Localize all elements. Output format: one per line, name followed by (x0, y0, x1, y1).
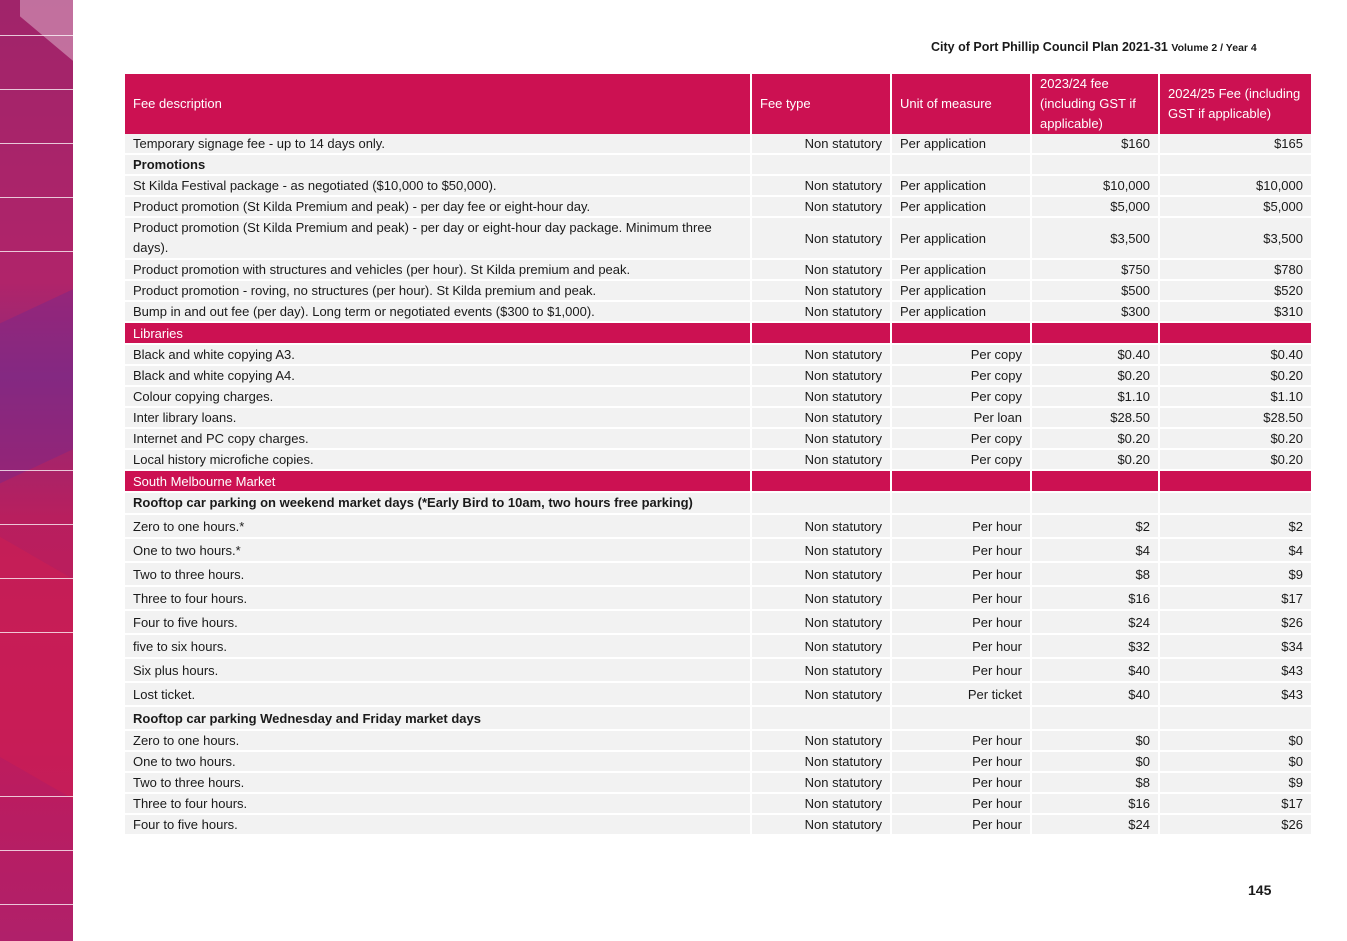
sidebar-divider (0, 524, 73, 525)
table-row (125, 280, 1311, 301)
fee-2023-24-cell: $300 (1031, 301, 1159, 322)
sidebar-divider (0, 470, 73, 471)
fee-2024-25-cell: $17 (1159, 793, 1311, 814)
unit-of-measure-cell: Per copy (891, 365, 1031, 386)
sidebar-divider (0, 632, 73, 633)
fee-description-cell: Product promotion (St Kilda Premium and peak) - per day or eight-hour day package. Minimum three days). (125, 217, 751, 259)
fee-2024-25-cell: $0.20 (1159, 449, 1311, 470)
fee-type-cell: Non statutory (751, 449, 891, 470)
fee-2024-25-cell: $0 (1159, 730, 1311, 751)
fee-2024-25-cell: $28.50 (1159, 407, 1311, 428)
empty-cell (751, 492, 891, 514)
fee-2023-24-cell: $16 (1031, 586, 1159, 610)
table-row (125, 301, 1311, 322)
fee-type-cell: Non statutory (751, 407, 891, 428)
fee-description-cell: Black and white copying A3. (125, 344, 751, 365)
subheading: Rooftop car parking Wednesday and Friday market days (125, 706, 751, 730)
table-row (125, 386, 1311, 407)
fee-description-cell: Three to four hours. (125, 793, 751, 814)
fee-2023-24-cell: $16 (1031, 793, 1159, 814)
unit-of-measure-cell: Per hour (891, 793, 1031, 814)
empty-cell (751, 706, 891, 730)
fee-type-cell: Non statutory (751, 386, 891, 407)
unit-of-measure-cell: Per hour (891, 772, 1031, 793)
page-number: 145 (1248, 882, 1272, 898)
unit-of-measure-cell: Per application (891, 196, 1031, 217)
fee-2024-25-cell: $2 (1159, 514, 1311, 538)
decorative-sidebar (0, 0, 73, 941)
fee-2024-25-cell: $0.20 (1159, 428, 1311, 449)
fee-2024-25-cell: $5,000 (1159, 196, 1311, 217)
empty-cell (1031, 322, 1159, 344)
fee-type-cell: Non statutory (751, 730, 891, 751)
table-row (125, 586, 1311, 610)
fee-type-cell: Non statutory (751, 365, 891, 386)
unit-of-measure-cell: Per ticket (891, 682, 1031, 706)
fee-2024-25-cell: $34 (1159, 634, 1311, 658)
subheading: Promotions (125, 154, 751, 175)
unit-of-measure-cell: Per copy (891, 386, 1031, 407)
fee-2024-25-cell: $43 (1159, 658, 1311, 682)
fee-2023-24-cell: $0 (1031, 730, 1159, 751)
sidebar-divider (0, 35, 73, 36)
unit-of-measure-cell: Per copy (891, 344, 1031, 365)
table-row (125, 751, 1311, 772)
table-row (125, 793, 1311, 814)
fee-description-cell: Black and white copying A4. (125, 365, 751, 386)
fee-type-cell: Non statutory (751, 586, 891, 610)
fee-2023-24-cell: $8 (1031, 562, 1159, 586)
fee-2024-25-cell: $310 (1159, 301, 1311, 322)
table-row (125, 610, 1311, 634)
empty-cell (1031, 470, 1159, 492)
fee-description-cell: Two to three hours. (125, 562, 751, 586)
fee-type-cell: Non statutory (751, 259, 891, 280)
column-header-fee-type: Fee type (751, 74, 891, 134)
sidebar-divider (0, 89, 73, 90)
unit-of-measure-cell: Per hour (891, 514, 1031, 538)
document-header (931, 40, 1257, 54)
table-row (125, 259, 1311, 280)
fee-description-cell: Internet and PC copy charges. (125, 428, 751, 449)
fee-2023-24-cell: $750 (1031, 259, 1159, 280)
sidebar-facet (0, 272, 73, 488)
fee-type-cell: Non statutory (751, 562, 891, 586)
unit-of-measure-cell: Per application (891, 301, 1031, 322)
unit-of-measure-cell: Per hour (891, 610, 1031, 634)
fee-2023-24-cell: $32 (1031, 634, 1159, 658)
empty-cell (1031, 706, 1159, 730)
table-row (125, 514, 1311, 538)
fee-2023-24-cell: $5,000 (1031, 196, 1159, 217)
fee-2024-25-cell: $1.10 (1159, 386, 1311, 407)
fee-2024-25-cell: $26 (1159, 814, 1311, 835)
sidebar-facet (20, 0, 73, 84)
fee-2023-24-cell: $500 (1031, 280, 1159, 301)
section-heading-row (125, 322, 1311, 344)
fee-type-cell: Non statutory (751, 175, 891, 196)
fee-description-cell: Zero to one hours. (125, 730, 751, 751)
table-row (125, 175, 1311, 196)
section-heading-row (125, 470, 1311, 492)
fee-type-cell: Non statutory (751, 814, 891, 835)
unit-of-measure-cell: Per application (891, 217, 1031, 259)
sidebar-divider (0, 578, 73, 579)
fee-2024-25-cell: $165 (1159, 134, 1311, 154)
fee-description-cell: five to six hours. (125, 634, 751, 658)
fee-description-cell: Six plus hours. (125, 658, 751, 682)
table-row (125, 449, 1311, 470)
empty-cell (1159, 322, 1311, 344)
fee-type-cell: Non statutory (751, 344, 891, 365)
fee-type-cell: Non statutory (751, 301, 891, 322)
sidebar-facet (0, 537, 73, 803)
fee-description-cell: Inter library loans. (125, 407, 751, 428)
table-header-row (125, 74, 1311, 134)
fee-2024-25-cell: $9 (1159, 562, 1311, 586)
empty-cell (751, 470, 891, 492)
table-row (125, 772, 1311, 793)
unit-of-measure-cell: Per application (891, 134, 1031, 154)
table-row (125, 682, 1311, 706)
unit-of-measure-cell: Per application (891, 175, 1031, 196)
empty-cell (1159, 492, 1311, 514)
fee-2024-25-cell: $9 (1159, 772, 1311, 793)
fee-2023-24-cell: $1.10 (1031, 386, 1159, 407)
fee-type-cell: Non statutory (751, 196, 891, 217)
fee-description-cell: Product promotion with structures and vehicles (per hour). St Kilda premium and peak. (125, 259, 751, 280)
fee-description-cell: Lost ticket. (125, 682, 751, 706)
fee-2023-24-cell: $28.50 (1031, 407, 1159, 428)
section-heading: South Melbourne Market (125, 470, 751, 492)
empty-cell (891, 154, 1031, 175)
column-header-fee-2024-25: 2024/25 Fee (including GST if applicable) (1159, 74, 1311, 134)
fee-type-cell: Non statutory (751, 658, 891, 682)
fee-type-cell: Non statutory (751, 634, 891, 658)
sidebar-divider (0, 796, 73, 797)
fee-2024-25-cell: $26 (1159, 610, 1311, 634)
table-row (125, 217, 1311, 259)
fee-2023-24-cell: $4 (1031, 538, 1159, 562)
subheading: Rooftop car parking on weekend market days (*Early Bird to 10am, two hours free parking) (125, 492, 751, 514)
empty-cell (1159, 470, 1311, 492)
empty-cell (891, 706, 1031, 730)
table-row (125, 428, 1311, 449)
fee-type-cell: Non statutory (751, 610, 891, 634)
document-title: City of Port Phillip Council Plan 2021-31 (931, 40, 1168, 54)
fee-2023-24-cell: $0.20 (1031, 449, 1159, 470)
subheading-row (125, 492, 1311, 514)
fee-2024-25-cell: $3,500 (1159, 217, 1311, 259)
fee-description-cell: St Kilda Festival package - as negotiated ($10,000 to $50,000). (125, 175, 751, 196)
table-row (125, 344, 1311, 365)
fee-description-cell: Four to five hours. (125, 610, 751, 634)
table-row (125, 730, 1311, 751)
fee-type-cell: Non statutory (751, 682, 891, 706)
fee-description-cell: Local history microfiche copies. (125, 449, 751, 470)
fee-type-cell: Non statutory (751, 428, 891, 449)
column-header-fee-description: Fee description (125, 74, 751, 134)
fee-description-cell: Product promotion - roving, no structures (per hour). St Kilda premium and peak. (125, 280, 751, 301)
unit-of-measure-cell: Per hour (891, 562, 1031, 586)
sidebar-divider (0, 904, 73, 905)
table-row (125, 658, 1311, 682)
table-row (125, 562, 1311, 586)
fee-2024-25-cell: $4 (1159, 538, 1311, 562)
fee-type-cell: Non statutory (751, 793, 891, 814)
empty-cell (1031, 154, 1159, 175)
fee-2024-25-cell: $17 (1159, 586, 1311, 610)
fee-2024-25-cell: $0.20 (1159, 365, 1311, 386)
fee-2024-25-cell: $10,000 (1159, 175, 1311, 196)
empty-cell (1159, 706, 1311, 730)
unit-of-measure-cell: Per hour (891, 634, 1031, 658)
column-header-fee-2023-24: 2023/24 fee (including GST if applicable) (1031, 74, 1159, 134)
unit-of-measure-cell: Per application (891, 280, 1031, 301)
unit-of-measure-cell: Per loan (891, 407, 1031, 428)
fee-2023-24-cell: $0.40 (1031, 344, 1159, 365)
fee-description-cell: Bump in and out fee (per day). Long term or negotiated events ($300 to $1,000). (125, 301, 751, 322)
fee-type-cell: Non statutory (751, 514, 891, 538)
fee-description-cell: Three to four hours. (125, 586, 751, 610)
unit-of-measure-cell: Per hour (891, 751, 1031, 772)
column-header-unit-of-measure: Unit of measure (891, 74, 1031, 134)
fee-type-cell: Non statutory (751, 280, 891, 301)
table-row (125, 634, 1311, 658)
unit-of-measure-cell: Per application (891, 259, 1031, 280)
empty-cell (751, 322, 891, 344)
fee-type-cell: Non statutory (751, 772, 891, 793)
fee-2023-24-cell: $0 (1031, 751, 1159, 772)
fee-type-cell: Non statutory (751, 751, 891, 772)
table-body (125, 134, 1311, 835)
empty-cell (1159, 154, 1311, 175)
fee-2023-24-cell: $0.20 (1031, 428, 1159, 449)
unit-of-measure-cell: Per hour (891, 814, 1031, 835)
fee-description-cell: Two to three hours. (125, 772, 751, 793)
subheading-row (125, 154, 1311, 175)
empty-cell (891, 492, 1031, 514)
table-row (125, 134, 1311, 154)
empty-cell (891, 470, 1031, 492)
unit-of-measure-cell: Per copy (891, 428, 1031, 449)
unit-of-measure-cell: Per hour (891, 538, 1031, 562)
fee-description-cell: Four to five hours. (125, 814, 751, 835)
fee-2023-24-cell: $0.20 (1031, 365, 1159, 386)
fee-type-cell: Non statutory (751, 538, 891, 562)
fee-2023-24-cell: $24 (1031, 610, 1159, 634)
fee-2024-25-cell: $780 (1159, 259, 1311, 280)
fee-2024-25-cell: $43 (1159, 682, 1311, 706)
document-volume: Volume 2 / Year 4 (1171, 42, 1257, 54)
fee-description-cell: Product promotion (St Kilda Premium and peak) - per day fee or eight-hour day. (125, 196, 751, 217)
table-row (125, 538, 1311, 562)
sidebar-divider (0, 251, 73, 252)
table-row (125, 407, 1311, 428)
fees-table (125, 74, 1311, 836)
fee-2024-25-cell: $0.40 (1159, 344, 1311, 365)
fee-2023-24-cell: $24 (1031, 814, 1159, 835)
fee-description-cell: Colour copying charges. (125, 386, 751, 407)
sidebar-divider (0, 850, 73, 851)
fee-2023-24-cell: $40 (1031, 682, 1159, 706)
fee-type-cell: Non statutory (751, 217, 891, 259)
unit-of-measure-cell: Per hour (891, 586, 1031, 610)
fee-2023-24-cell: $8 (1031, 772, 1159, 793)
fee-2024-25-cell: $520 (1159, 280, 1311, 301)
fee-description-cell: One to two hours. (125, 751, 751, 772)
fee-2023-24-cell: $3,500 (1031, 217, 1159, 259)
empty-cell (1031, 492, 1159, 514)
sidebar-divider (0, 197, 73, 198)
fee-2023-24-cell: $2 (1031, 514, 1159, 538)
fee-2023-24-cell: $160 (1031, 134, 1159, 154)
fee-type-cell: Non statutory (751, 134, 891, 154)
fee-2024-25-cell: $0 (1159, 751, 1311, 772)
empty-cell (751, 154, 891, 175)
fee-2023-24-cell: $10,000 (1031, 175, 1159, 196)
unit-of-measure-cell: Per hour (891, 658, 1031, 682)
fee-2023-24-cell: $40 (1031, 658, 1159, 682)
subheading-row (125, 706, 1311, 730)
section-heading: Libraries (125, 322, 751, 344)
table-row (125, 814, 1311, 835)
fee-description-cell: Zero to one hours.* (125, 514, 751, 538)
fee-description-cell: One to two hours.* (125, 538, 751, 562)
table-row (125, 196, 1311, 217)
table-row (125, 365, 1311, 386)
fee-description-cell: Temporary signage fee - up to 14 days only. (125, 134, 751, 154)
empty-cell (891, 322, 1031, 344)
unit-of-measure-cell: Per hour (891, 730, 1031, 751)
unit-of-measure-cell: Per copy (891, 449, 1031, 470)
sidebar-divider (0, 143, 73, 144)
